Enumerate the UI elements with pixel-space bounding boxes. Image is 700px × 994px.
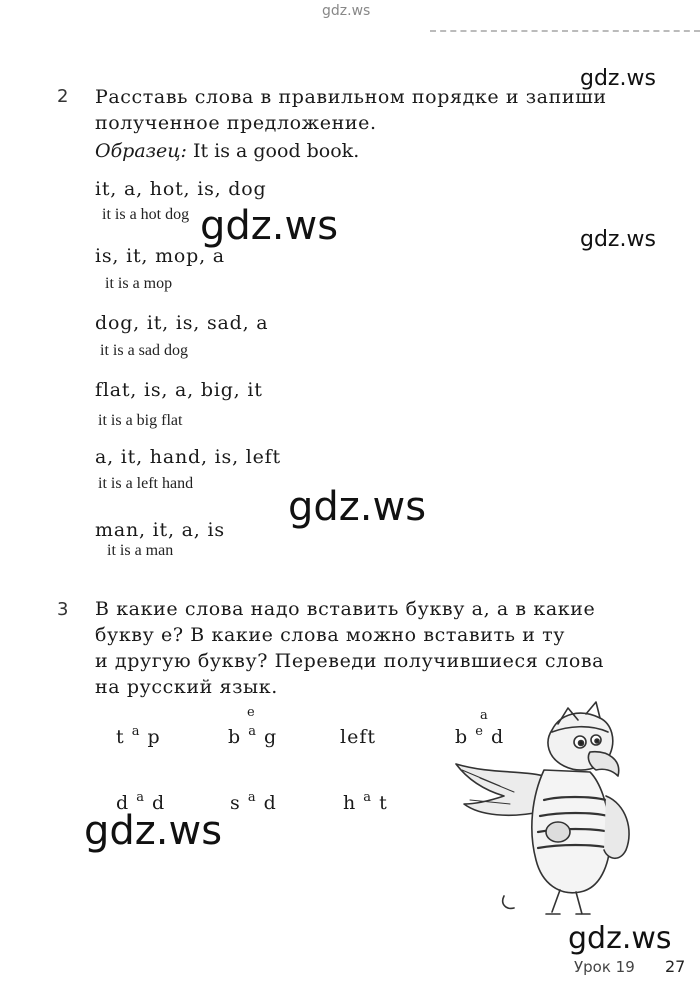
watermark: gdz.ws: [580, 66, 656, 91]
task-2-item-answer: it is a mop: [105, 275, 173, 292]
gap-word-dad: [116, 792, 165, 814]
gap-word-left: left: [340, 726, 376, 748]
inserted-letter: a: [131, 724, 141, 739]
inserted-letter-above: a: [480, 708, 488, 723]
task-2-item-answer: it is a hot dog: [102, 206, 190, 223]
inserted-letter-above: e: [247, 705, 255, 720]
task-3-line1: В какие слова надо вставить букву а, а в какие: [95, 598, 596, 620]
gap-word-bag: [228, 726, 277, 748]
watermark: gdz.ws: [200, 203, 339, 249]
watermark: gdz.ws: [84, 808, 223, 854]
inserted-letter: a: [363, 790, 373, 805]
watermark: gdz.ws: [288, 484, 427, 530]
letter: b: [455, 726, 469, 748]
letter: h: [343, 792, 357, 814]
task-2-item-words: dog, it, is, sad, a: [95, 312, 269, 334]
inserted-letter: a: [136, 790, 145, 805]
letter: t: [379, 792, 388, 814]
task-2-item-words: is, it, mop, a: [95, 245, 225, 267]
task-2-item-words: a, it, hand, is, left: [95, 446, 281, 468]
footer-lesson: Урок 19: [574, 958, 635, 976]
letter: d: [490, 726, 505, 748]
task-2-item-answer: it is a big flat: [98, 412, 183, 429]
inserted-letter: e: [475, 724, 484, 739]
watermark: gdz.ws: [580, 227, 656, 252]
task-2-item-answer: it is a left hand: [98, 475, 194, 492]
letter: g: [264, 726, 278, 748]
task-2-item-words: it, a, hot, is, dog: [95, 178, 267, 200]
task-2-instruction-line1: Расставь слова в правильном порядке и запиши: [95, 86, 607, 108]
inserted-letter: a: [248, 724, 257, 739]
task-2-item-words: man, it, a, is: [95, 519, 225, 541]
page-number: 27: [665, 957, 686, 976]
task-2-sample: [95, 140, 359, 162]
gap-word-tap: [116, 726, 161, 748]
task-2-item-words: flat, is, a, big, it: [95, 379, 263, 401]
letter: t: [116, 726, 125, 748]
task-2-item-answer: it is a man: [107, 542, 174, 559]
gap-word-hat: [343, 792, 388, 814]
inserted-letter: a: [247, 790, 257, 805]
letter: d: [263, 792, 277, 814]
task-2-instruction-line2: полученное предложение.: [95, 112, 377, 134]
task-2-number: 2: [57, 86, 69, 107]
task-3-number: 3: [57, 599, 69, 620]
sample-text: It is a good book.: [192, 140, 360, 162]
sample-label: Образец:: [95, 140, 187, 162]
task-2-item-answer: it is a sad dog: [100, 342, 188, 359]
letter: d: [116, 792, 130, 814]
watermark: gdz.ws: [568, 921, 672, 956]
watermark-top: gdz.ws: [322, 3, 371, 19]
parrot-illustration: [440, 700, 640, 920]
letter: d: [152, 792, 166, 814]
letter: b: [228, 726, 242, 748]
gap-word-sad: [230, 792, 277, 814]
letter: p: [147, 726, 161, 748]
task-3-line4: на русский язык.: [95, 676, 278, 698]
task-3-line2: букву е? В какие слова можно вставить и ту: [95, 624, 565, 646]
task-3-line3: и другую букву? Переведи получившиеся слова: [95, 650, 605, 672]
letter: s: [230, 792, 241, 814]
top-rule: [430, 30, 700, 32]
